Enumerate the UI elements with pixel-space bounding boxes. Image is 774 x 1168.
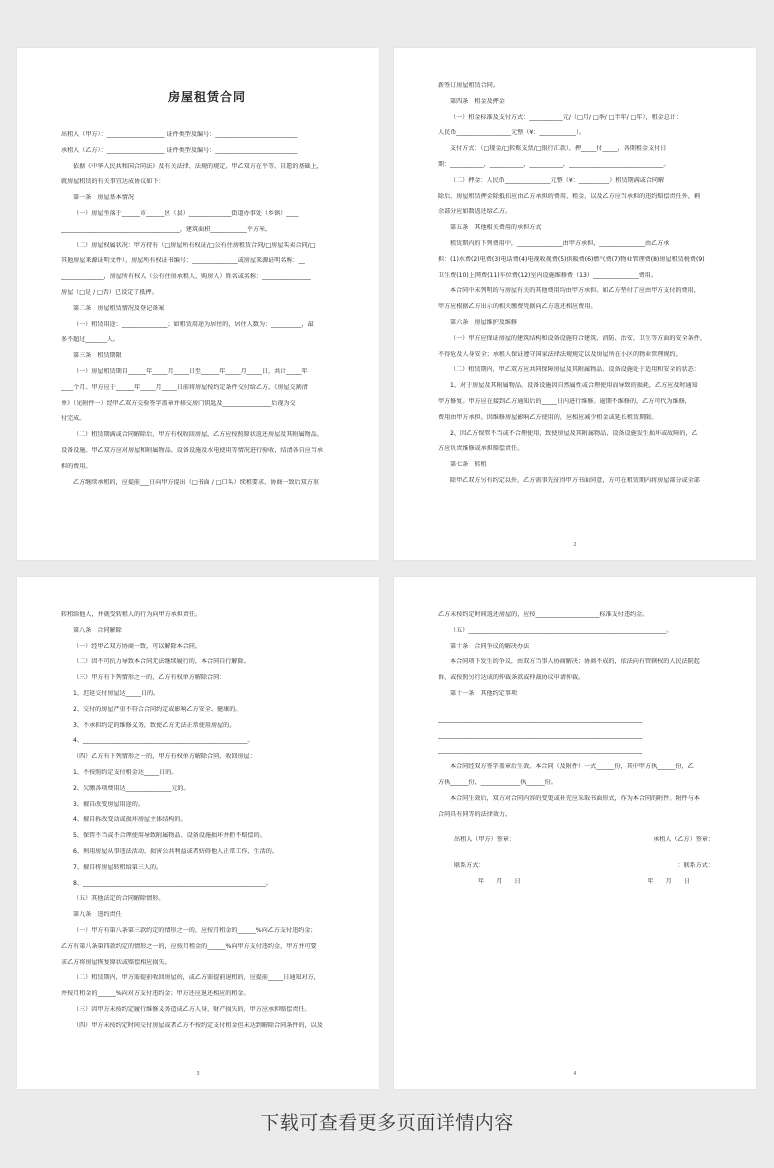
- date-row: [438, 878, 730, 886]
- body-line: （一）经甲乙双方协商一致，可以解除本合同。: [73, 642, 201, 650]
- contract-page-3: [17, 577, 379, 1089]
- body-line: （一）甲方应保证房屋的建筑结构和设备设施符合建筑、消防、治安、卫生等方面的安全条件，: [450, 334, 706, 342]
- body-line: 支付方式：（□现金/□转账支票/□银行汇款），押_____付_____，各期租金支付日: [450, 145, 667, 153]
- signature-row: [438, 836, 730, 844]
- list-item: 1、不按照约定支付租金达_____日的。: [73, 768, 178, 776]
- lessee-contact-label: ：联系方式：: [677, 862, 714, 870]
- body-line: 方应负责维修或承担赔偿责任。: [438, 445, 524, 453]
- body-line: 除甲乙双方另有约定以外，乙方需事先征得甲方书面同意，方可在租赁期内将房屋部分或全部: [450, 476, 700, 484]
- body-line: 转租给他人，并就受转租人的行为向甲方承担责任。: [61, 611, 202, 618]
- body-line: （二）房屋权属状况：甲方持有（□房屋所有权证/□公有住房租赁合同/□房屋买卖合同/□: [73, 241, 316, 249]
- lessor-signature-label: 出租人（甲方）签章：: [454, 836, 515, 844]
- body-line: 担：(1)水费(2)电费(3)电话费(4)电视收视费(5)供暖费(6)燃气费(7)物业管理费(8)房屋租赁税费(9): [438, 255, 705, 263]
- body-line: 本合同生效后，双方对合同内容的变更或补充应采取书面形式，作为本合同的附件。附件与本: [450, 794, 700, 802]
- body-line: （一）甲方有第八条第三款约定的情形之一的，应按月租金的______%向乙方支付违约金；: [73, 926, 317, 934]
- body-line: 担的费用。: [61, 462, 92, 470]
- body-line: （三）因甲方未按约定履行维修义务造成乙方人身、财产损失的，甲方应承担赔偿责任。: [73, 1005, 311, 1013]
- section-heading: 第八条 合同解除: [73, 626, 122, 634]
- body-line: 乙方未按约定时间返还房屋的，应按_____________________标准支付违约金。: [438, 611, 649, 618]
- body-line: 费用由甲方承担。因维修房屋影响乙方使用的，应相应减少租金或延长租赁期限。: [438, 413, 658, 421]
- body-line: 房屋（□是 / □否）已设定了抵押。: [61, 288, 158, 296]
- document-title: 房屋租赁合同: [167, 90, 246, 104]
- body-line: （一）租赁用途：_______________；如租赁用途为居住的，居住人数为：__________，最: [73, 320, 314, 328]
- body-line: 新签订房屋租赁合同。: [438, 82, 499, 89]
- contract-page-2: [394, 48, 756, 560]
- section-heading: 第十条 合同争议的解决办法: [450, 642, 530, 650]
- body-line: 不得危及人身安全；承租人保证遵守国家法律法规规定以及房屋所在小区的物业管理规约。: [438, 350, 682, 358]
- body-line: （五）其他法定的合同解除情形。: [73, 895, 165, 903]
- section-heading: 第九条 违约责任: [73, 911, 122, 919]
- section-heading: 第二条 房屋租赁情况及登记备案: [73, 304, 165, 312]
- body-line: 本合同中未列明的与房屋有关的其他费用均由甲方承担。如乙方垫付了应由甲方支付的费用，: [450, 287, 700, 295]
- section-heading: 第七条 转租: [450, 461, 487, 469]
- section-heading: 第十一条 其他约定事项: [450, 689, 518, 697]
- body-line: 单》（见附件一）经甲乙双方交验签字盖章并移交房门钥匙及________________后视为交: [61, 399, 296, 407]
- spacer: [438, 706, 730, 716]
- body-line: 本合同经双方签字盖章后生效。本合同（及附件）一式______份，其中甲方执______份，乙: [450, 763, 694, 771]
- body-line: （二）因不可抗力导致本合同无法继续履行的，本合同自行解除。: [73, 658, 250, 666]
- body-line: ____个月。甲方应于______年_____月_____日前将房屋按约定条件交付给乙方。《房屋交割清: [61, 383, 308, 391]
- body-line: 合同具有同等的法律效力。: [438, 810, 512, 818]
- body-line: （四）甲方未按约定时间交付房屋或者乙方不按约定支付租金但未达到解除合同条件的，以及: [73, 1021, 323, 1029]
- list-item: 5、保管不当或不合理使用导致附属物品、设备设施损坏并拒不赔偿的。: [73, 832, 266, 840]
- contract-page-1: [17, 48, 379, 560]
- body-line: 并按月租金的______%向对方支付违约金；甲方还应退还相应的租金。: [61, 990, 250, 998]
- body-line: 期：___________，___________，___________，_______________________________。: [438, 160, 670, 168]
- section-heading: 第四条 租金及押金: [450, 97, 505, 105]
- body-line: （一）房屋租赁期自______年_____月_____日至______年_____月_____日，共计_____年: [73, 367, 308, 375]
- blank-fill-line: ___________________________________________________________________: [438, 747, 643, 755]
- list-item: 1、迟延交付房屋达_____日的。: [73, 689, 160, 697]
- list-item: 2、欠缴各项费用达_______________元的。: [73, 784, 190, 792]
- section-heading: 第三条 租赁期限: [73, 352, 122, 360]
- contact-row: [438, 862, 730, 870]
- blank-fill-line: ___________________________________________________________________: [438, 731, 643, 739]
- page-number: 4: [573, 1071, 577, 1077]
- body-line: （二）租赁期内，甲乙双方应共同保障房屋及其附属物品、设备设施处于适用和安全的状态：: [450, 366, 700, 374]
- body-line: 卫生费(10)上网费(11)车位费(12)室内设施维修费（13）_______________费用。: [438, 271, 657, 279]
- page-number: 2: [573, 542, 577, 548]
- lessee-signature-label: 承租人（乙方）签章：: [653, 836, 714, 844]
- body-line: 多不超过_______人。: [61, 336, 119, 344]
- body-line: 求乙方将房屋恢复原状或赔偿相应损失。: [61, 958, 171, 966]
- list-item: 7、擅自将房屋转租给第三人的。: [73, 863, 163, 871]
- lessor-line: 出租人（甲方）：___________________ 证件类型及编号：___________________________: [61, 131, 298, 138]
- body-line: 设备设施。甲乙双方应对房屋和附属物品、设备设施及水电使用等情况进行验收，结清各自应当承: [61, 446, 324, 454]
- list-item: 6、利用房屋从事违法活动、损害公共利益或者妨碍他人正常工作、生活的。: [73, 847, 278, 855]
- body-line: 乙方有第八条第四款约定的情形之一的，应按月租金的______%向甲方支付违约金，甲方并可要: [61, 942, 317, 950]
- blank-fill-line: ___________________________________________________________________: [438, 715, 643, 723]
- body-line: 诉，或按照另行达成的仲裁条款或仲裁协议申请仲裁。: [438, 674, 585, 682]
- list-item: 2、交付的房屋严重不符合合同约定或影响乙方安全、健康的。: [73, 705, 242, 713]
- lessee-line: 承租人（乙方）：___________________ 证件类型及编号：___________________________: [61, 146, 298, 154]
- body-line: 依据《中华人民共和国合同法》及有关法律、法规的规定，甲乙双方在平等、自愿的基础上，: [73, 162, 323, 170]
- section-heading: 第五条 其他相关费用的承担方式: [450, 224, 542, 232]
- body-line: 就房屋租赁的有关事宜达成协议如下：: [61, 178, 165, 186]
- body-line: （二）押金：人民币_______________元整（¥：__________）租赁期满或合同解: [450, 176, 665, 184]
- body-line: （一）房屋坐落于______市______区（县）______________街道办事处（乡镇）____: [73, 209, 299, 217]
- body-line: （二）租赁期内，甲方需提前收回房屋的，或乙方需提前退租的，应提前_____日通知对方，: [73, 974, 320, 982]
- body-line: 甲方应根据乙方出示的相关缴费凭据向乙方返还相应费用。: [438, 303, 597, 311]
- body-line: 付完成。: [61, 415, 86, 423]
- body-line: 租赁期内的下列费用中，_______________由甲方承担，_______________由乙方承: [450, 239, 670, 247]
- lessee-date: 年 月 日: [647, 877, 690, 885]
- body-line: 余部分应如数返还给乙方。: [438, 208, 512, 216]
- body-line: 其他房屋来源证明文件），房屋所有权证书编号：_______________或房屋来源证明名称：__: [61, 257, 305, 265]
- body-line: （二）租赁期满或合同解除后，甲方有权收回房屋，乙方应按照原状返还房屋及其附属物品、: [73, 431, 323, 439]
- body-line: 人民币__________________元整（¥：____________）。: [438, 129, 586, 137]
- body-line: 方执______份，_____________执______份。: [438, 778, 557, 786]
- body-line: （三）甲方有下列情形之一的，乙方有权单方解除合同：: [73, 674, 226, 682]
- body-line: 2、因乙方保管不当或不合理使用，致使房屋及其附属物品、设备设施发生损坏或故障的，乙: [450, 429, 698, 437]
- body-line: （五）_________________________________________________________________。: [450, 626, 673, 634]
- body-line: ______________，房屋所有权人（公有住房承租人、购房人）姓名或名称：________________: [61, 273, 311, 281]
- download-more-banner[interactable]: 下载可查看更多页面详情内容: [260, 1112, 514, 1134]
- body-line: （四）乙方有下列情形之一的，甲方有权单方解除合同，收回房屋：: [73, 753, 256, 761]
- list-item: 4、______________________________________________________。: [73, 737, 254, 745]
- list-item: 4、擅自拆改变动或损坏房屋主体结构的。: [73, 816, 187, 824]
- lessor-date: 年 月 日: [478, 877, 521, 885]
- list-item: 8、____________________________________________________________。: [73, 879, 272, 887]
- section-heading: 第一条 房屋基本情况: [73, 194, 134, 202]
- page-number: 3: [196, 1071, 200, 1077]
- body-line: 1、对于房屋及其附属物品、设备设施因自然属性或合理使用而导致的损耗，乙方应及时通知: [450, 382, 698, 390]
- spacer: [438, 852, 730, 862]
- contract-page-4: [394, 577, 756, 1089]
- body-line: 甲方修复。甲方应在接到乙方通知后的_____日内进行维修。逾期不维修的，乙方可代为维修，: [438, 397, 691, 405]
- spacer: [438, 826, 730, 836]
- body-line: 本合同项下发生的争议，由双方当事人协商解决；协商不成的，依法向有管辖权的人民法院起: [450, 658, 700, 666]
- body-line: 除后，房屋租赁押金除抵扣应由乙方承担的费用、租金，以及乙方应当承担的违约赔偿责任外，剩: [438, 192, 701, 200]
- list-item: 3、擅自改变房屋用途的。: [73, 800, 144, 808]
- lessor-contact-label: 联系方式：: [454, 862, 485, 870]
- section-heading: 第六条 房屋维护及维修: [450, 318, 518, 326]
- body-line: 乙方继续承租的，应提前___日向甲方提出（□书面 / □口头）续租要求，协商一致后双方重: [73, 478, 319, 486]
- body-line: _______________________________________，建筑面积____________平方米。: [61, 225, 272, 233]
- body-line: （一）租金标准及支付方式：___________元/（□月/ □季/ □半年/ □年），租金总计：: [450, 113, 683, 121]
- list-item: 3、不承担约定的维修义务，致使乙方无法正常使用房屋的。: [73, 721, 236, 729]
